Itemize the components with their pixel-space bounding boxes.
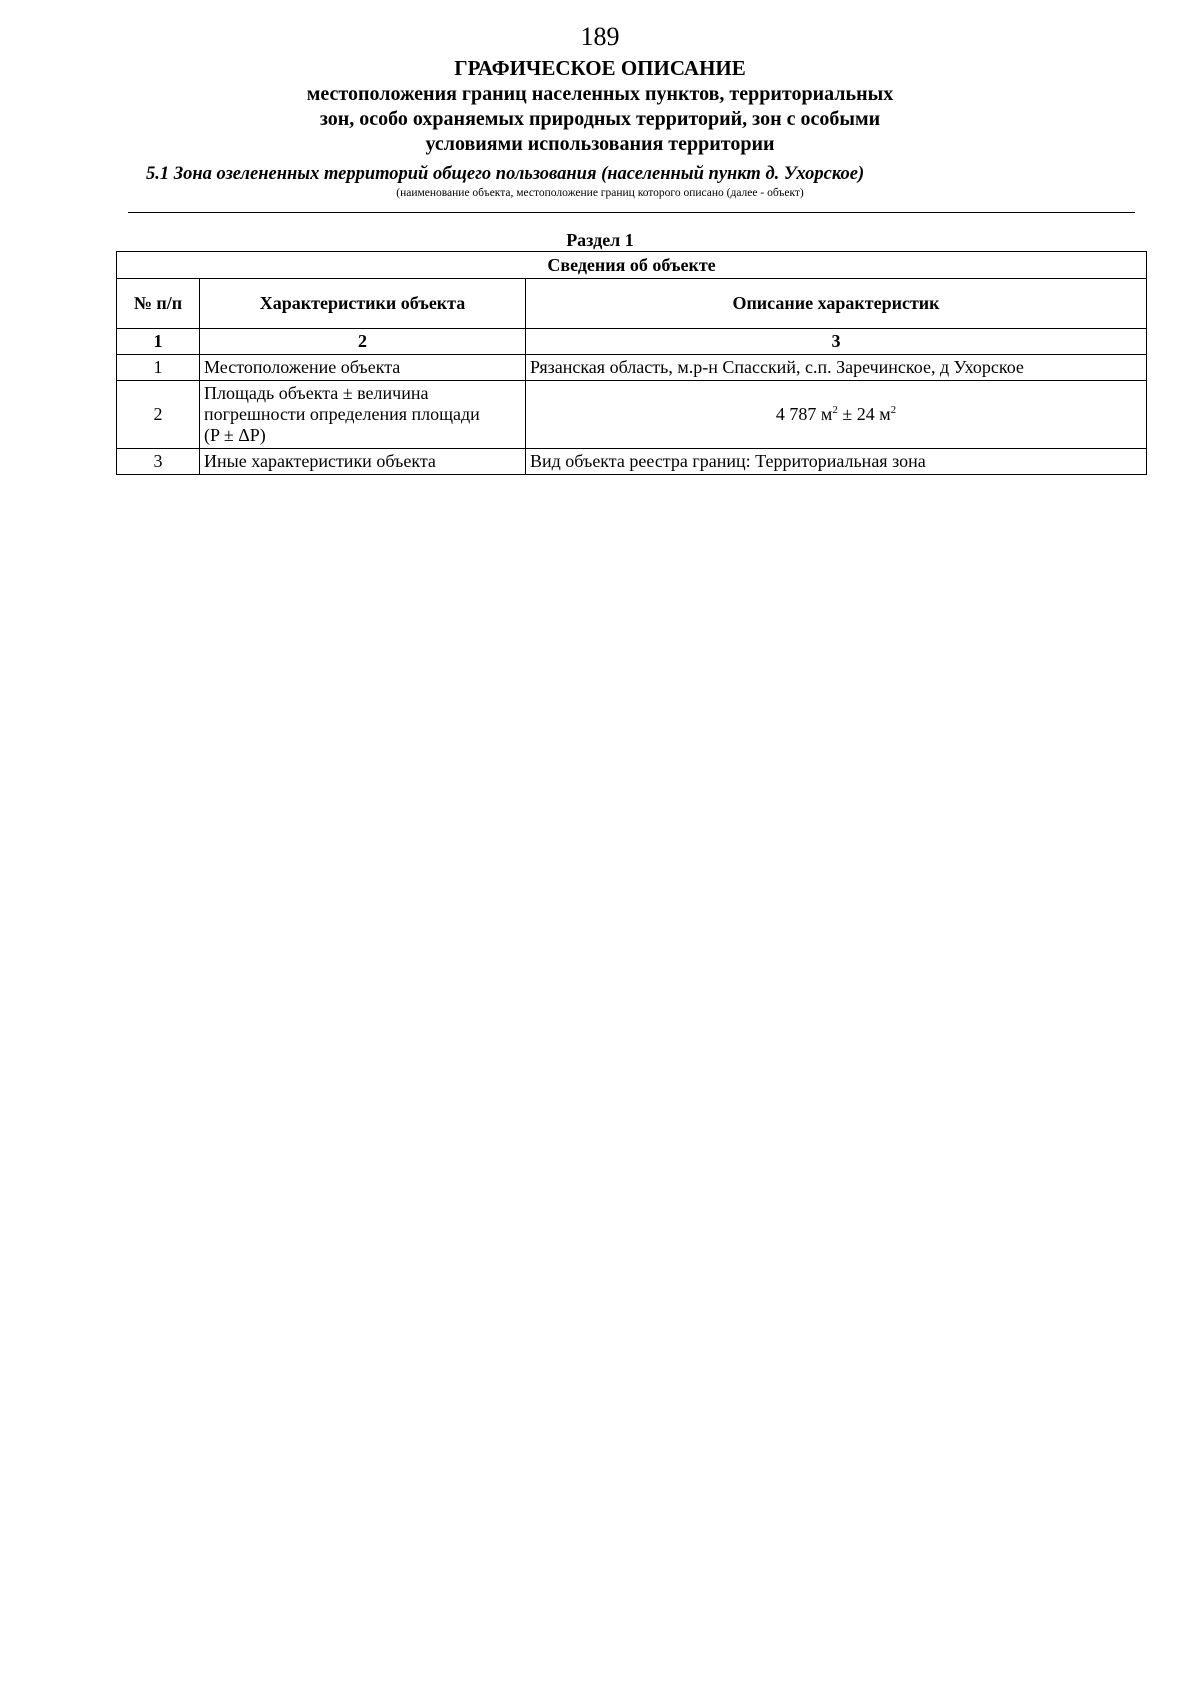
header-description: Описание характеристик: [526, 279, 1147, 329]
row-num: 1: [117, 355, 200, 381]
characteristic-line: погрешности определения площади: [204, 404, 480, 424]
characteristic-line: (P ± ΔP): [204, 425, 266, 445]
document-title: ГРАФИЧЕСКОЕ ОПИСАНИЕ: [454, 56, 746, 80]
subtitle-line: местоположения границ населенных пунктов, территориальных: [306, 83, 894, 105]
subtitle-line: зон, особо охраняемых природных территорий, зон с особыми: [319, 108, 881, 130]
header-num: № п/п: [117, 279, 200, 329]
table-row: [117, 381, 1147, 449]
section-title: Раздел 1: [566, 230, 634, 250]
row-description: Рязанская область, м.р-н Спасский, с.п. Заречинское, д Ухорское: [526, 355, 1147, 381]
column-number: 1: [117, 329, 200, 355]
divider: [128, 212, 1135, 213]
row-characteristic: [200, 381, 526, 449]
table-header-row: [117, 279, 1147, 329]
column-numbers-row: [117, 329, 1147, 355]
table-caption: Сведения об объекте: [117, 252, 1147, 279]
row-num: 2: [117, 381, 200, 449]
area-error: ± 24 м: [837, 404, 891, 424]
header-characteristic: Характеристики объекта: [200, 279, 526, 329]
subtitle-line: условиями использования территории: [425, 133, 775, 155]
column-number: 2: [200, 329, 526, 355]
object-info-table: [116, 251, 1147, 475]
row-description: [526, 381, 1147, 449]
row-characteristic: Иные характеристики объекта: [200, 449, 526, 475]
document-subtitle: [0, 82, 1200, 157]
row-num: 3: [117, 449, 200, 475]
table-row: [117, 449, 1147, 475]
object-name: 5.1 Зона озелененных территорий общего пользования (населенный пункт д. Ухорское): [146, 164, 865, 184]
row-characteristic: Местоположение объекта: [200, 355, 526, 381]
object-caption: (наименование объекта, местоположение границ которого описано (далее - объект): [396, 187, 804, 199]
error-unit-sup: 2: [890, 404, 897, 416]
area-unit-sup: 2: [832, 404, 838, 416]
table-caption-row: [117, 252, 1147, 279]
table-row: [117, 355, 1147, 381]
column-number: 3: [526, 329, 1147, 355]
row-description: Вид объекта реестра границ: Территориальная зона: [526, 449, 1147, 475]
area-value: 4 787 м: [775, 404, 833, 424]
page-number: 189: [580, 22, 620, 51]
characteristic-line: Площадь объекта ± величина: [204, 383, 429, 403]
